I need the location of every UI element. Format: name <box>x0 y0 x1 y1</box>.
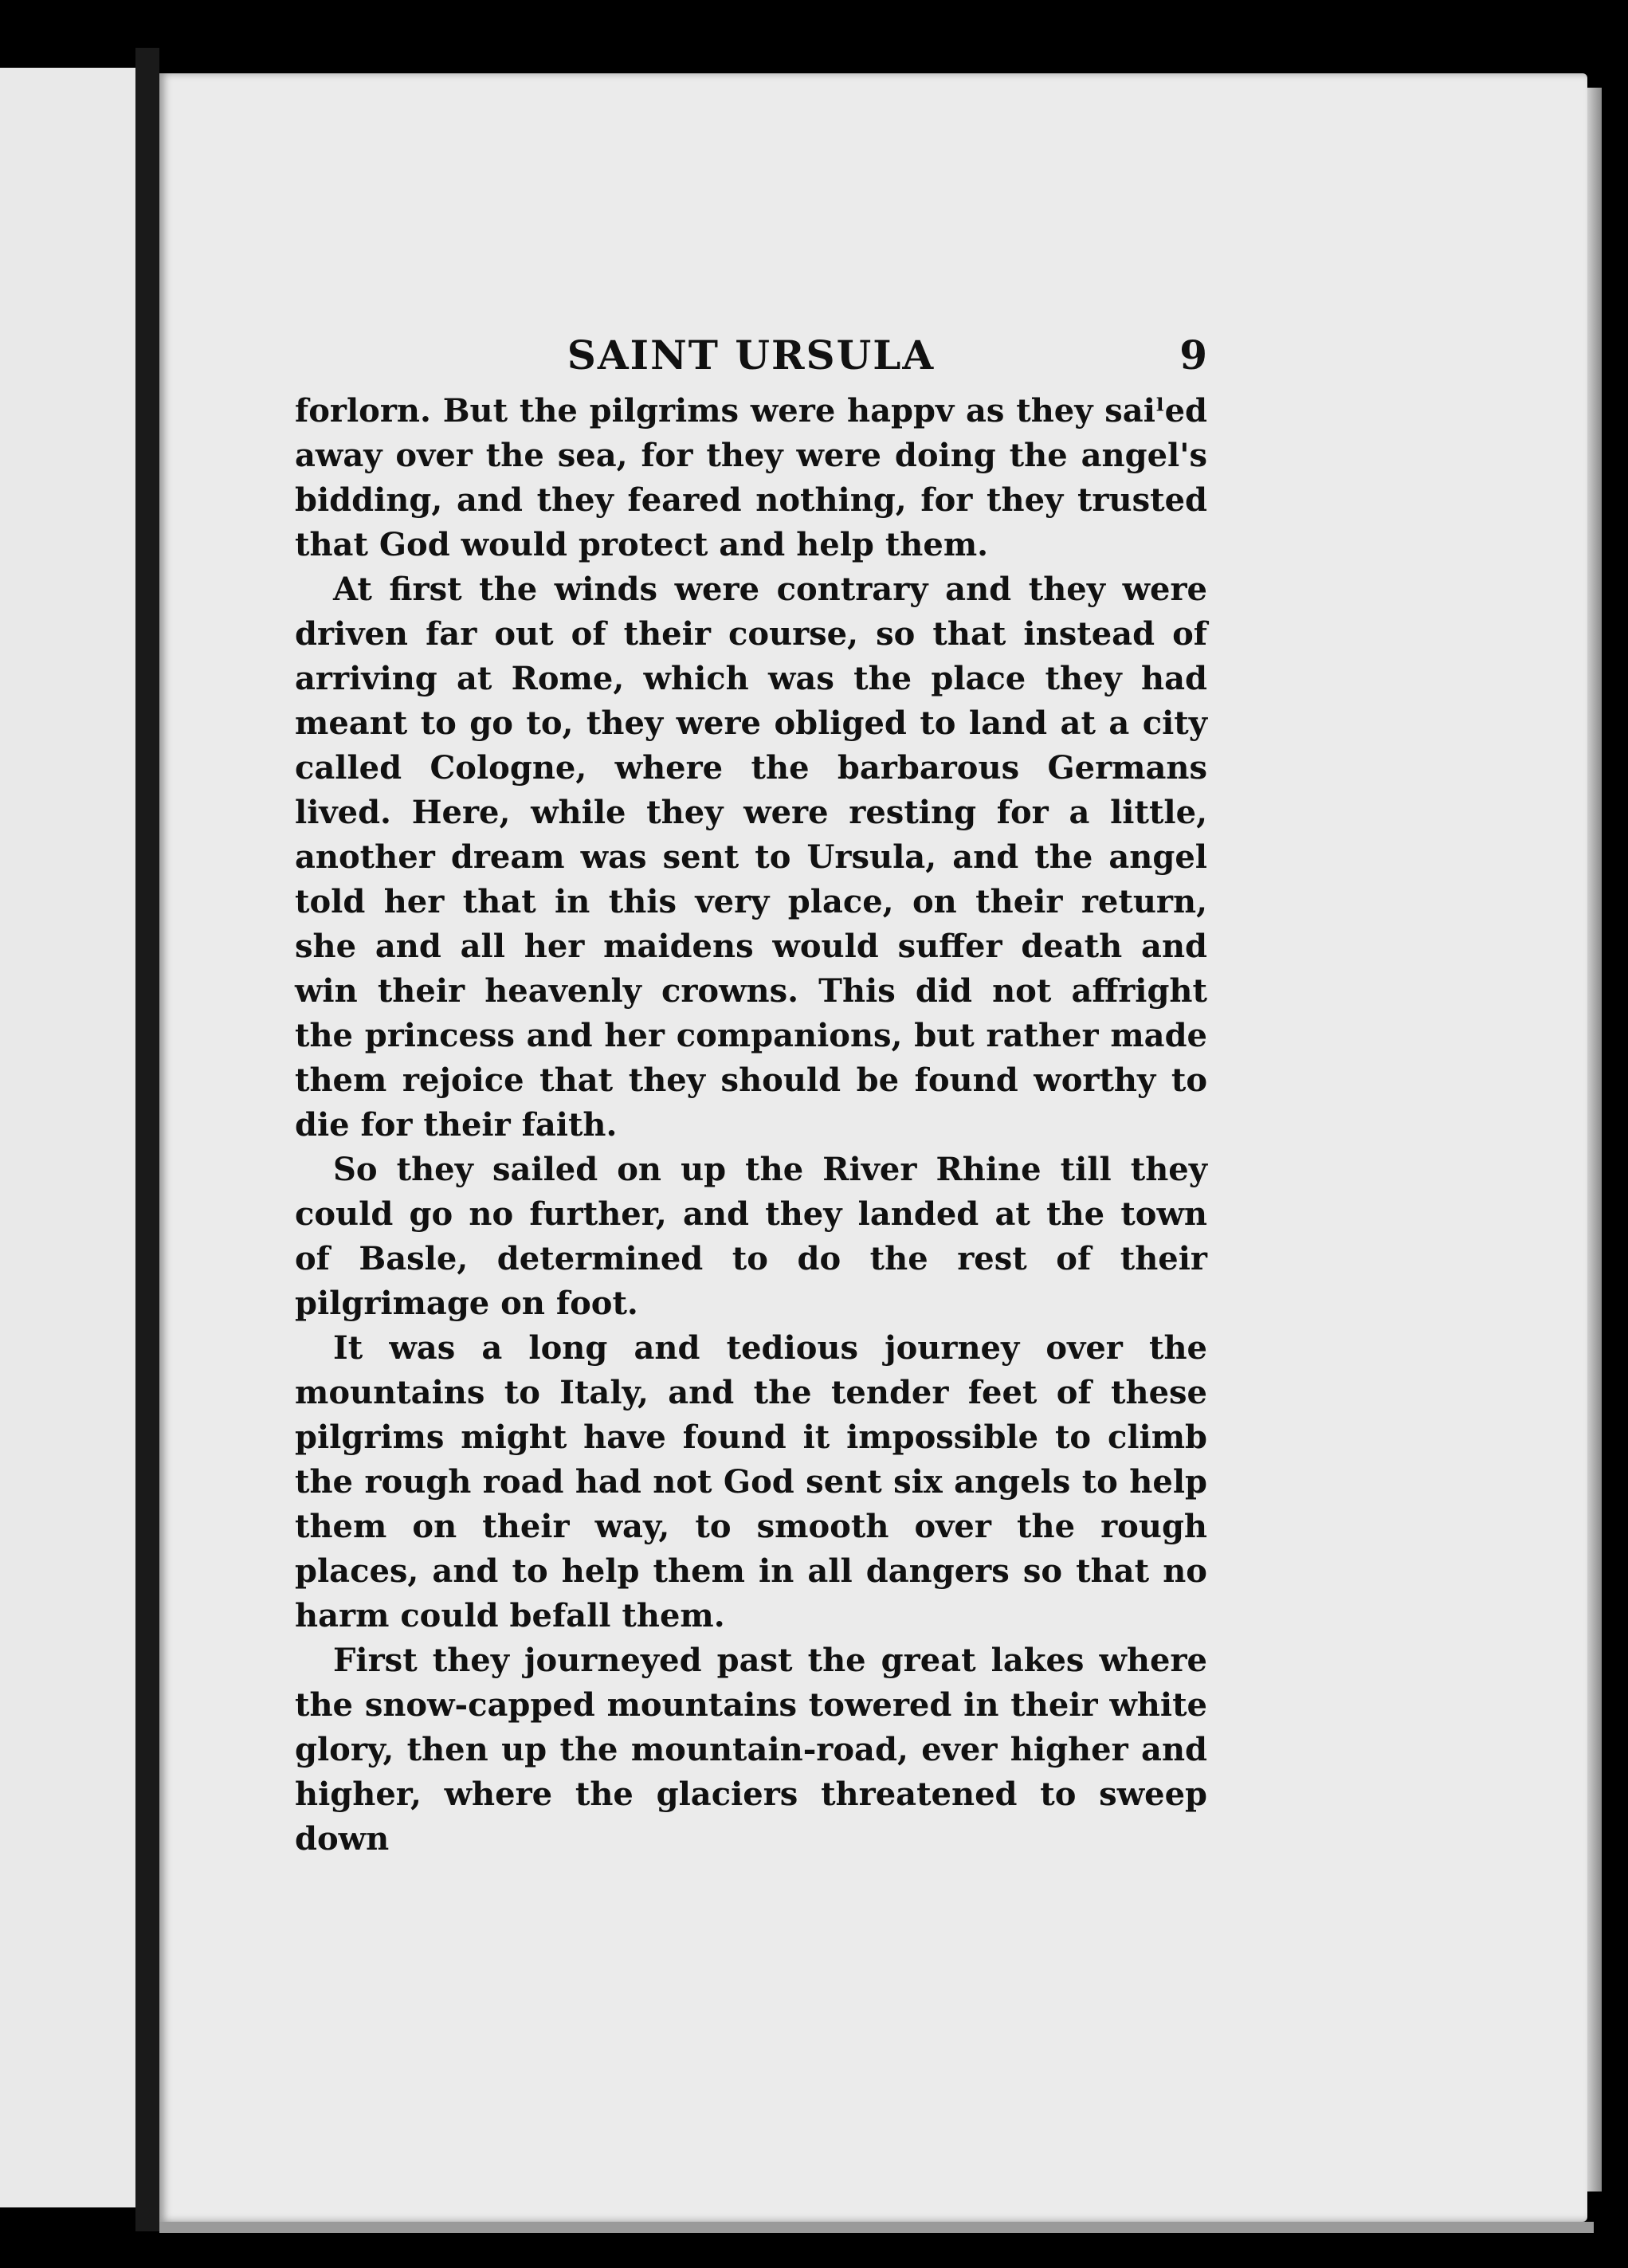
page-number: 9 <box>1179 332 1207 379</box>
paragraph: At first the winds were contrary and they were driven far out of their course, so that instead of arriving at Rome, which was the place they had meant to go to, they were obliged to land at a city called Cologne, where the barbarous Germans lived. Here, while they were resting for a little, another dream was sent to Ursula, and the angel told her that in this very place, on their return, she and all her maidens would suffer death and win their heavenly crowns. This did not affright the princess and her companions, but rather made them rejoice that they should be found worthy to die for their faith. <box>295 571 1207 1144</box>
paragraph: First they journeyed past the great lakes where the snow-capped mountains towered in their white glory, then up the mountain-road, ever higher and higher, where the glaciers threatened to sweep down <box>295 1642 1207 1858</box>
page-header <box>295 332 1207 387</box>
book-gutter <box>135 48 159 2231</box>
paragraph: forlorn. But the pilgrims were happv as they saiˡed away over the sea, for they were doing the angel's bidding, and they feared nothing, for they trusted that God would protect and help them. <box>295 392 1207 563</box>
body-text <box>295 389 1207 1862</box>
facing-page-edge <box>0 68 135 2207</box>
page-bottom-edge <box>159 2222 1594 2233</box>
running-title: SAINT URSULA <box>567 332 936 379</box>
paragraph: So they sailed on up the River Rhine till they could go no further, and they landed at the town of Basle, determined to do the rest of their pilgrimage on foot. <box>295 1151 1207 1322</box>
paragraph: It was a long and tedious journey over the mountains to Italy, and the tender feet of these pilgrims might have found it impossible to climb the rough road had not God sent six angels to help them on their way, to smooth over the rough places, and to help them in all dangers so that no harm could befall them. <box>295 1329 1207 1634</box>
page-fore-edge <box>1587 88 1602 2191</box>
